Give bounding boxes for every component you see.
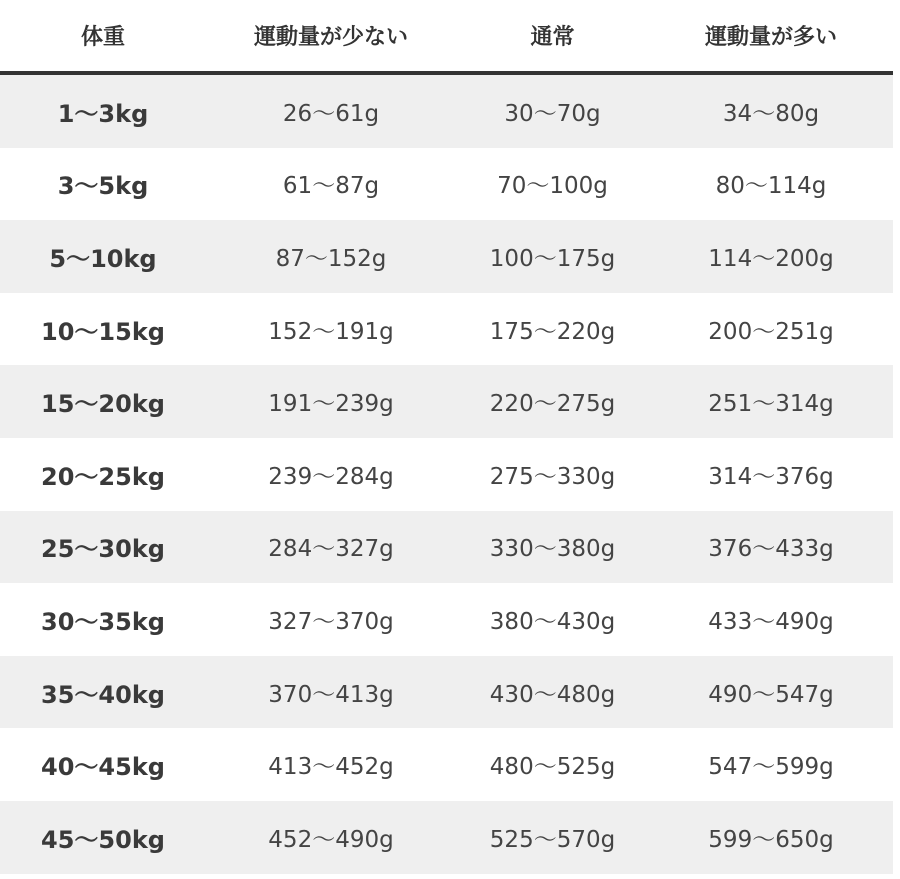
low-activity-cell: 413〜452g bbox=[268, 754, 394, 781]
weight-cell: 45〜50kg bbox=[41, 825, 165, 854]
normal-cell: 275〜330g bbox=[489, 463, 616, 490]
high-activity-cell: 547〜599g bbox=[708, 754, 834, 781]
weight-cell: 35〜40kg bbox=[41, 680, 165, 709]
high-activity-cell: 34〜80g bbox=[722, 100, 820, 127]
high-activity-cell: 376〜433g bbox=[708, 536, 834, 563]
high-activity-cell: 490〜547g bbox=[708, 681, 834, 708]
table-header-row bbox=[0, 0, 893, 75]
low-activity-cell: 452〜490g bbox=[268, 826, 394, 853]
table-row bbox=[0, 220, 893, 293]
header-weight: 体重 bbox=[80, 25, 125, 50]
table-row bbox=[0, 583, 893, 656]
table-row bbox=[0, 728, 893, 801]
low-activity-cell: 370〜413g bbox=[268, 681, 394, 708]
header-high-activity: 運動量が多い bbox=[704, 25, 837, 50]
high-activity-cell: 314〜376g bbox=[708, 463, 834, 490]
normal-cell: 30〜70g bbox=[504, 100, 601, 127]
weight-cell: 25〜30kg bbox=[41, 535, 165, 564]
high-activity-cell: 433〜490g bbox=[708, 608, 834, 635]
header-normal: 通常 bbox=[530, 25, 575, 50]
normal-cell: 220〜275g bbox=[489, 391, 616, 418]
high-activity-cell: 599〜650g bbox=[708, 826, 834, 853]
table-row bbox=[0, 438, 893, 511]
normal-cell: 175〜220g bbox=[489, 318, 616, 345]
low-activity-cell: 26〜61g bbox=[282, 100, 380, 127]
low-activity-cell: 239〜284g bbox=[268, 463, 394, 490]
low-activity-cell: 152〜191g bbox=[268, 318, 394, 345]
weight-cell: 40〜45kg bbox=[41, 753, 165, 782]
table-row bbox=[0, 148, 893, 221]
table-row bbox=[0, 75, 893, 148]
low-activity-cell: 284〜327g bbox=[268, 536, 394, 563]
low-activity-cell: 191〜239g bbox=[268, 391, 394, 418]
table-row bbox=[0, 511, 893, 584]
normal-cell: 525〜570g bbox=[489, 826, 616, 853]
low-activity-cell: 61〜87g bbox=[282, 173, 380, 200]
table-row bbox=[0, 801, 893, 874]
table-row bbox=[0, 365, 893, 438]
weight-cell: 1〜3kg bbox=[57, 99, 149, 128]
header-low-activity: 運動量が少ない bbox=[253, 25, 408, 50]
table-row bbox=[0, 656, 893, 729]
normal-cell: 430〜480g bbox=[489, 681, 616, 708]
normal-cell: 330〜380g bbox=[489, 536, 616, 563]
high-activity-cell: 80〜114g bbox=[715, 173, 827, 200]
high-activity-cell: 200〜251g bbox=[708, 318, 834, 345]
weight-cell: 15〜20kg bbox=[41, 390, 165, 419]
high-activity-cell: 251〜314g bbox=[708, 391, 834, 418]
weight-cell: 20〜25kg bbox=[41, 462, 165, 491]
normal-cell: 100〜175g bbox=[489, 245, 616, 272]
normal-cell: 380〜430g bbox=[489, 608, 616, 635]
weight-cell: 5〜10kg bbox=[49, 244, 157, 273]
table-row bbox=[0, 293, 893, 366]
normal-cell: 70〜100g bbox=[497, 173, 608, 200]
low-activity-cell: 327〜370g bbox=[268, 608, 394, 635]
low-activity-cell: 87〜152g bbox=[275, 245, 387, 272]
normal-cell: 480〜525g bbox=[489, 754, 616, 781]
weight-cell: 3〜5kg bbox=[57, 172, 149, 201]
weight-cell: 10〜15kg bbox=[41, 317, 165, 346]
weight-cell: 30〜35kg bbox=[41, 607, 165, 636]
high-activity-cell: 114〜200g bbox=[708, 245, 834, 272]
